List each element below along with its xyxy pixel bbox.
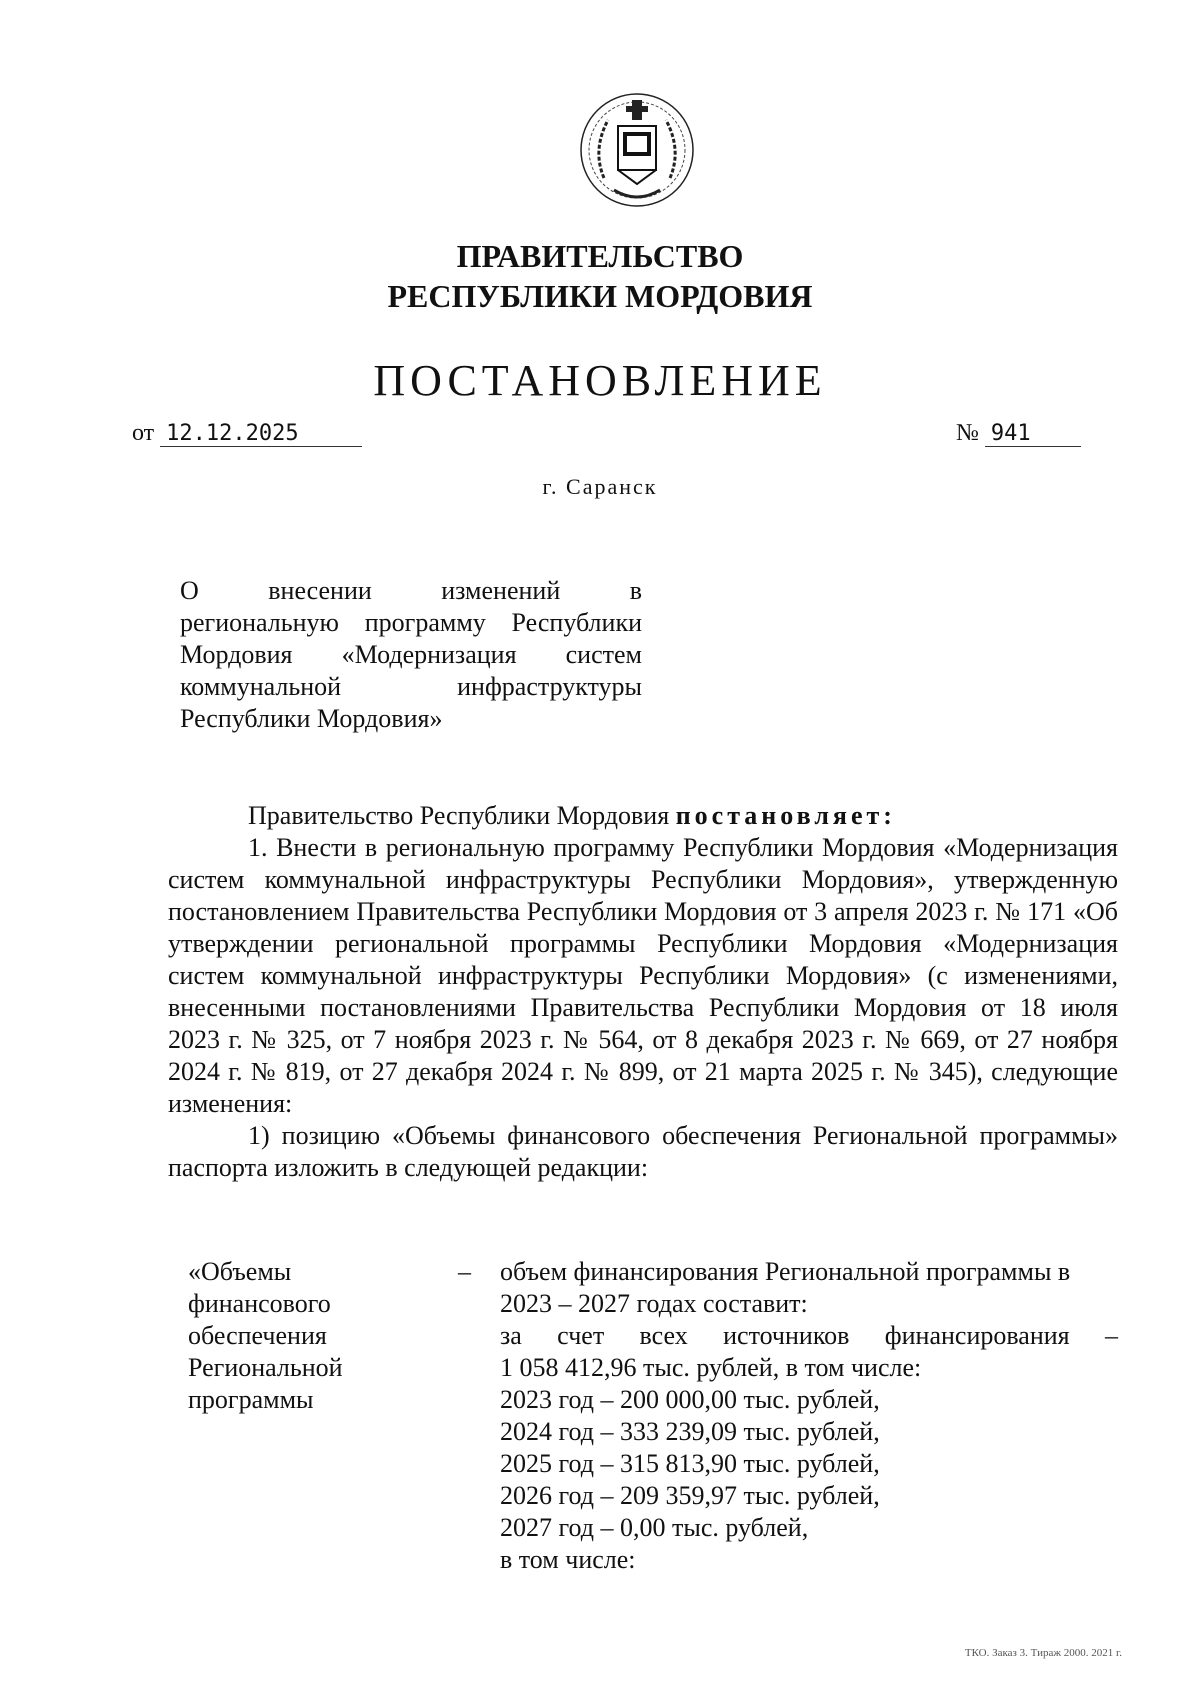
value-line: за счет всех источников финансирования – bbox=[500, 1321, 1118, 1350]
decree-subject bbox=[180, 575, 642, 735]
label-line: обеспечения bbox=[188, 1321, 327, 1350]
label-line: программы bbox=[188, 1385, 314, 1414]
value-line: 2026 год – 209 359,97 тыс. рублей, bbox=[500, 1481, 880, 1510]
passport-dash: – bbox=[458, 1257, 471, 1286]
item-1: 1. Внести в региональную программу Республики Мордовия «Модернизация систем коммунальной инфраструктуры Республики Мордовия», утвержденную постановлением Правительства Республики Мордовия от 3 апреля 2023 г. № 171 «Об утверждении региональной программы Республики Мордовия «Модернизация систем коммунальной инфраструктуры Республики Мордовия» (с изменениями, внесенными постановлениями Правительства Республики Мордовия от 18 июля 2023 г. № 325, от 7 ноября 2023 г. № 564, от 8 декабря 2023 г. № 669, от 27 ноября 2024 г. № 819, от 27 декабря 2024 г. № 899, от 21 марта 2025 г. № 345), следующие изменения: bbox=[168, 833, 1118, 1118]
number-row bbox=[956, 420, 1081, 447]
intro-text: Правительство Республики Мордовия bbox=[248, 801, 670, 830]
value-line: 2024 год – 333 239,09 тыс. рублей, bbox=[500, 1417, 880, 1446]
decree-date: 12.12.2025 bbox=[160, 421, 362, 447]
label-line: финансового bbox=[188, 1289, 331, 1318]
value-line: 2025 год – 315 813,90 тыс. рублей, bbox=[500, 1449, 880, 1478]
number-prefix: № bbox=[956, 420, 979, 446]
date-row bbox=[132, 420, 362, 447]
value-line: в том числе: bbox=[500, 1545, 636, 1574]
intro-verb: постановляет: bbox=[675, 801, 896, 830]
date-prefix: от bbox=[132, 420, 155, 446]
value-line: 2027 год – 0,00 тыс. рублей, bbox=[500, 1513, 809, 1542]
government-title-line1: ПРАВИТЕЛЬСТВО bbox=[456, 238, 744, 274]
value-line: 2023 год – 200 000,00 тыс. рублей, bbox=[500, 1385, 880, 1414]
print-info: ТКО. Заказ 3. Тираж 2000. 2021 г. bbox=[964, 1647, 1122, 1659]
passport-label bbox=[188, 1256, 388, 1416]
government-title-line2: РЕСПУБЛИКИ МОРДОВИЯ bbox=[387, 278, 813, 314]
label-line: Региональной bbox=[188, 1353, 343, 1382]
document-type: ПОСТАНОВЛЕНИЕ bbox=[373, 356, 827, 405]
label-line: «Объемы bbox=[188, 1257, 292, 1286]
value-line: 1 058 412,96 тыс. рублей, в том числе: bbox=[500, 1353, 922, 1382]
subject-line: Республики Мордовия» bbox=[180, 704, 443, 733]
intro-paragraph bbox=[168, 800, 1118, 832]
subject-line: региональную программу Республики bbox=[180, 608, 642, 637]
city: г. Саранск bbox=[542, 474, 658, 499]
subitem-1: 1) позицию «Объемы финансового обеспечения Региональной программы» паспорта изложить в следующей редакции: bbox=[168, 1121, 1118, 1182]
subject-line: Мордовия «Модернизация систем bbox=[180, 640, 642, 669]
decree-body bbox=[168, 800, 1118, 1184]
passport-value bbox=[500, 1256, 1118, 1576]
decree-number: 941 bbox=[985, 421, 1081, 447]
subject-line: О внесении изменений в bbox=[180, 576, 642, 605]
coat-of-arms-icon bbox=[574, 86, 700, 212]
value-line: 2023 – 2027 годах составит: bbox=[500, 1289, 808, 1318]
subject-line: коммунальной инфраструктуры bbox=[180, 672, 642, 701]
value-line: объем финансирования Региональной программы в bbox=[500, 1257, 1071, 1286]
